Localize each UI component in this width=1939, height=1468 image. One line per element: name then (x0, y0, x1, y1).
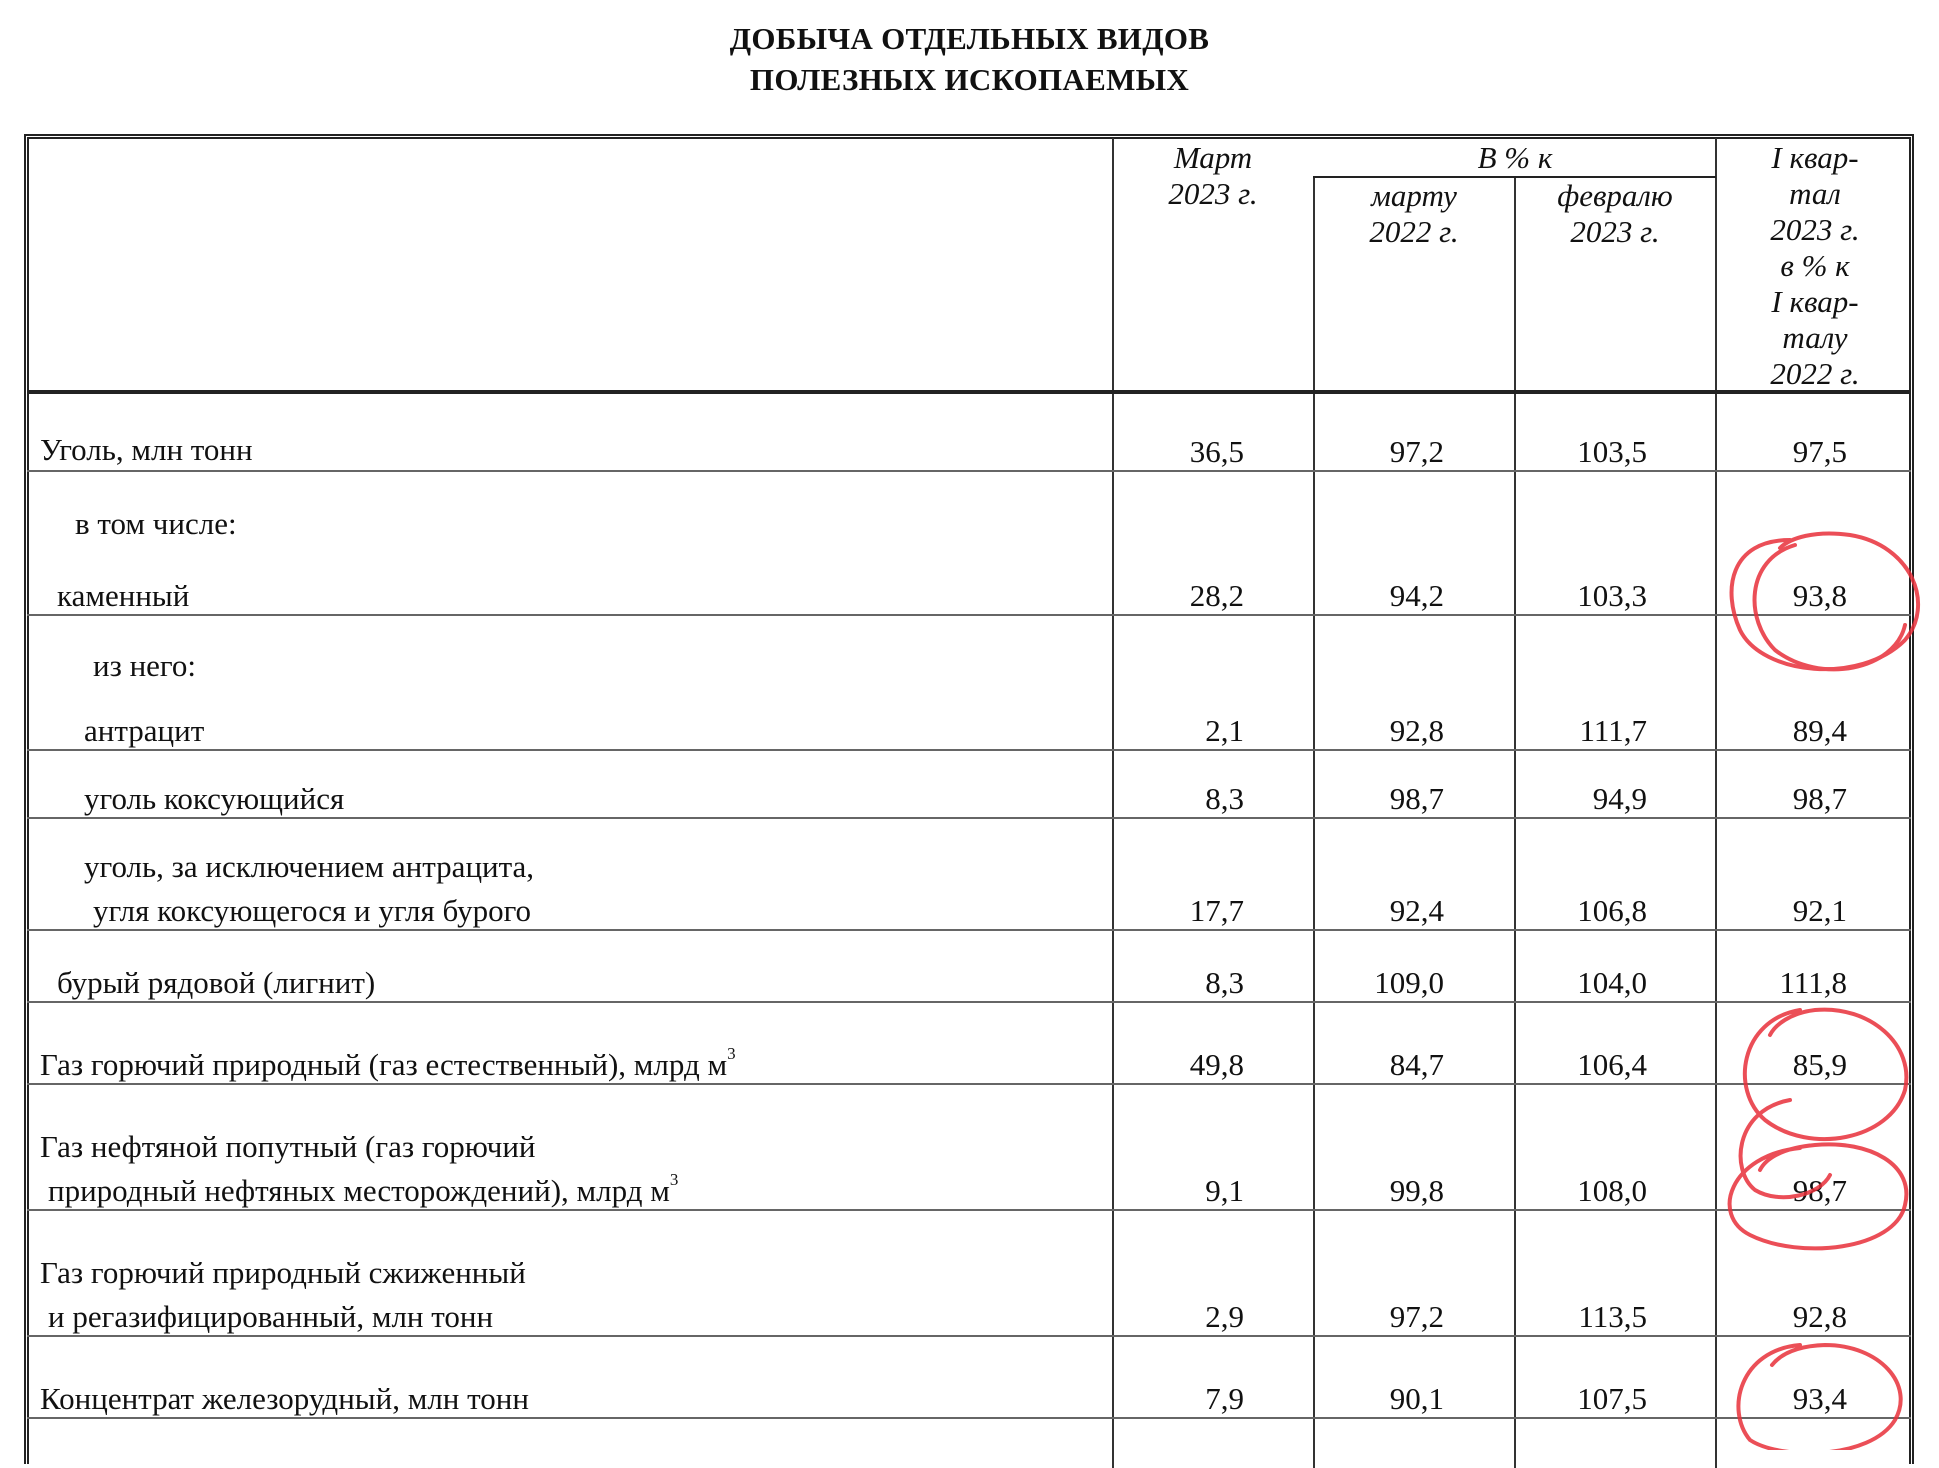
cell-q1: 85,9 (1792, 1047, 1847, 1082)
header-percent-group: В % к (1477, 140, 1553, 175)
row-label-coal: Уголь, млн тонн (40, 432, 253, 467)
cell-vs-feb-2023: 104,0 (1577, 965, 1647, 1000)
cell-vs-feb-2023: 106,4 (1577, 1047, 1647, 1082)
row-label-hard-coal: каменный (57, 578, 190, 613)
cell-vs-feb-2023: 94,9 (1592, 781, 1647, 816)
header-march-2023: Март 2023 г. (1168, 140, 1258, 211)
cell-vs-march-2022: 90,1 (1389, 1381, 1444, 1416)
row-label-associated-gas-1: Газ нефтяной попутный (газ горючий (40, 1129, 536, 1164)
row-label-lng-1: Газ горючий природный сжиженный (40, 1255, 526, 1290)
cell-march: 49,8 (1189, 1047, 1244, 1082)
cell-vs-march-2022: 97,2 (1389, 1299, 1444, 1334)
cell-march: 8,3 (1205, 965, 1244, 1000)
cell-vs-feb-2023: 113,5 (1578, 1299, 1647, 1334)
cell-q1: 98,7 (1792, 781, 1847, 816)
cell-march: 2,9 (1205, 1299, 1244, 1334)
title-line-2: ПОЛЕЗНЫХ ИСКОПАЕМЫХ (749, 62, 1190, 97)
red-circle-annotation (1755, 545, 1905, 669)
row-label-associated-gas-2: природный нефтяных месторождений), млрд $м^3$ (48, 1170, 679, 1208)
cell-march: 36,5 (1189, 434, 1244, 469)
row-label-other-coal-1: уголь, за исключением антрацита, (84, 849, 535, 884)
cell-march: 2,1 (1205, 713, 1244, 748)
cell-vs-march-2022: 98,7 (1389, 781, 1444, 816)
header-vs-march-2022: марту 2022 г. (1369, 178, 1459, 249)
cell-vs-march-2022: 97,2 (1389, 434, 1444, 469)
cell-q1: 89,4 (1792, 713, 1847, 748)
cell-vs-feb-2023: 106,8 (1577, 893, 1647, 928)
cell-vs-march-2022: 94,2 (1389, 578, 1444, 613)
row-label-iron-ore: Концентрат железорудный, млн тонн (40, 1381, 529, 1416)
cell-vs-march-2022: 92,4 (1389, 893, 1444, 928)
cell-march: 8,3 (1205, 781, 1244, 816)
header-vs-feb-2023: февралю 2023 г. (1557, 178, 1673, 249)
cell-vs-feb-2023: 103,5 (1577, 434, 1647, 469)
cell-vs-march-2022: 99,8 (1389, 1173, 1444, 1208)
cell-q1: 98,7 (1792, 1173, 1847, 1208)
cell-vs-march-2022: 84,7 (1389, 1047, 1444, 1082)
cell-vs-feb-2023: 107,5 (1577, 1381, 1647, 1416)
header-q1: I квар- тал 2023 г. в % к I квар- талу 2022 г. (1770, 140, 1860, 391)
cell-march: 28,2 (1189, 578, 1244, 613)
row-label-natural-gas: Газ горючий природный (газ естественный), млрд $м^3$ (40, 1044, 736, 1082)
cell-q1: 93,8 (1792, 578, 1847, 613)
row-label-coking-coal: уголь коксующийся (84, 781, 345, 816)
cell-march: 7,9 (1205, 1381, 1244, 1416)
row-label-other-coal-2: угля коксующегося и угля бурого (93, 893, 532, 928)
row-label-lignite: бурый рядовой (лигнит) (57, 965, 376, 1000)
cell-q1: 97,5 (1792, 434, 1847, 469)
cell-q1: 92,8 (1792, 1299, 1847, 1334)
cell-vs-feb-2023: 108,0 (1577, 1173, 1647, 1208)
cell-vs-march-2022: 92,8 (1389, 713, 1444, 748)
row-label-lng-2: и регазифицированный, млн тонн (48, 1299, 494, 1334)
cell-march: 9,1 (1205, 1173, 1244, 1208)
cell-vs-feb-2023: 111,7 (1579, 713, 1647, 748)
red-circle-annotation (1730, 1144, 1907, 1248)
red-circle-annotation (1745, 1010, 1907, 1139)
title-line-1: ДОБЫЧА ОТДЕЛЬНЫХ ВИДОВ (729, 21, 1210, 56)
row-label-anthracite: антрацит (84, 713, 205, 748)
cell-q1: 93,4 (1792, 1381, 1847, 1416)
row-prelabel-of-which: из него: (93, 648, 196, 683)
cell-vs-feb-2023: 103,3 (1577, 578, 1647, 613)
cell-q1: 111,8 (1779, 965, 1847, 1000)
row-prelabel-including: в том числе: (75, 506, 237, 541)
cell-march: 17,7 (1189, 893, 1244, 928)
cell-vs-march-2022: 109,0 (1374, 965, 1444, 1000)
cell-q1: 92,1 (1792, 893, 1847, 928)
red-circle-annotation (1738, 1345, 1900, 1450)
